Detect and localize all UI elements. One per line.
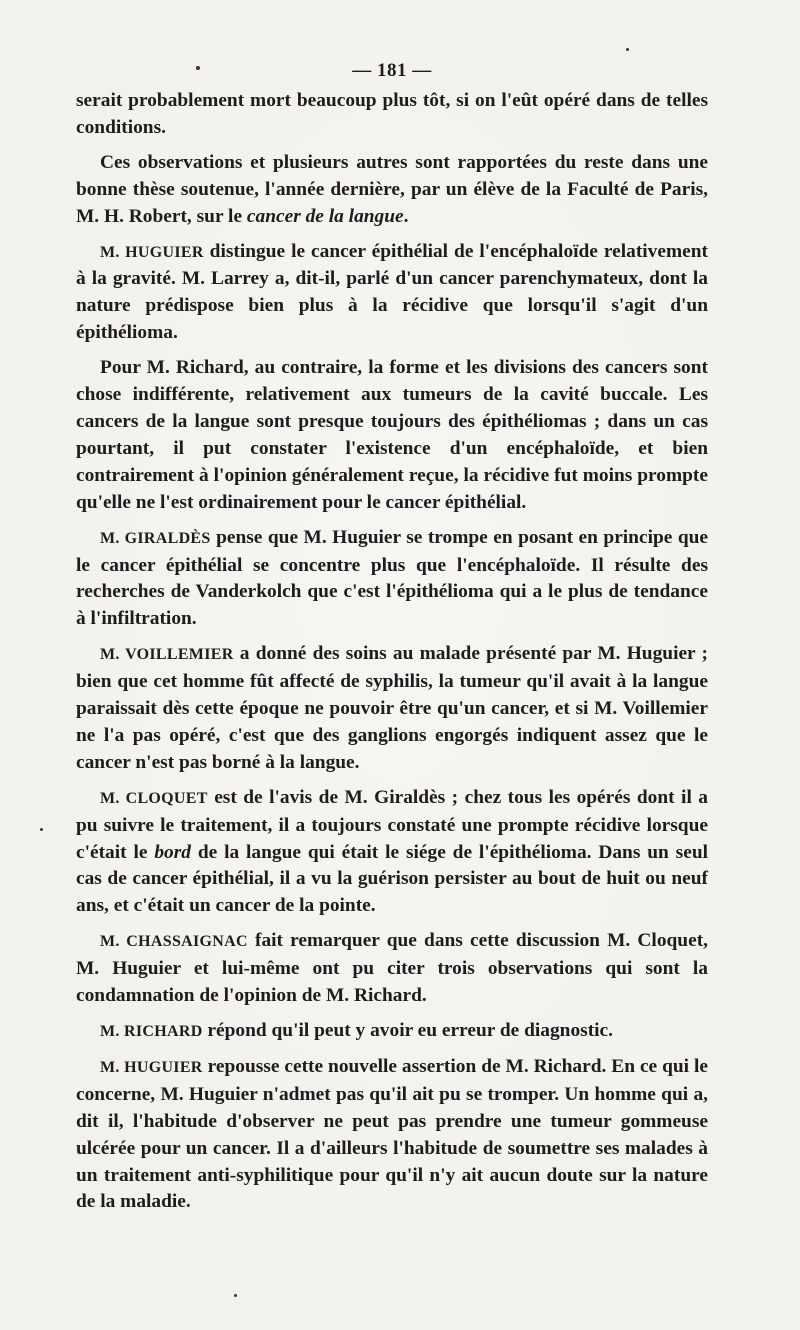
paragraph-emphasis: cancer de la langue [246, 205, 404, 227]
paragraph-text: . [403, 205, 409, 227]
paragraph-text: a donné des soins au malade présenté par M. Huguier ; bien que cet homme fût affecté de syphilis, la tumeur qu'il avait à la langue paraissait dès cette époque ne pouvoir être qu'un cancer, et si M. Voillemier ne l'a pas opéré, c'est que des ganglions engorgés indiquent assez que le cancer n'est pas borné à la langue. [76, 643, 708, 773]
paragraph-continuation [76, 88, 708, 142]
paragraph-text: Ces observations et plusieurs autres sont rapportées du reste dans une bonne thèse soutenue, l'année dernière, par un élève de la Faculté de Paris, M. H. Robert, sur le [76, 151, 708, 227]
paragraph-emphasis: bord [154, 841, 191, 863]
paragraph-text: repousse cette nouvelle assertion de M. Richard. En ce qui le concerne, M. Huguier n'admet pas qu'il ait pu se tromper. Un homme qui a, dit il, l'habitude d'observer ne peut pas prendre une tumeur gommeuse ulcérée pour un cancer. Il a d'ailleurs l'habitude de soumettre ses malades à un traitement anti-syphilitique pour qu'il n'y ait aucun doute sur la nature de la maladie. [76, 1055, 708, 1213]
speaker-name: M. HUGUIER [100, 243, 204, 261]
paragraph-voillemier [76, 641, 708, 777]
paragraph-text: fait remarquer que dans cette discussion M. Cloquet, M. Huguier et lui-même ont pu citer trois observations qui sont la condamnation de l'opinion de M. Richard. [76, 930, 708, 1007]
paragraph-text: Pour M. Richard, au contraire, la forme et les divisions des cancers sont chose indifférente, relativement aux tumeurs de la cavité buccale. Les cancers de la langue sont presque toujours des épithéliomas ; dans un cas pourtant, il put constater l'existence d'un encéphaloïde, et bien contrairement à l'opinion généralement reçue, la récidive fut moins prompte qu'elle ne l'est ordinairement pour le cancer épithélial. [76, 357, 708, 513]
ink-speck [196, 66, 200, 70]
paragraph-huguier-rebuttal [76, 1054, 708, 1216]
speaker-name: M. VOILLEMIER [100, 646, 234, 664]
paragraph-text: pense que M. Huguier se trompe en posant en principe que le cancer épithélial se concentre plus que l'encéphaloïde. Il résulte des recherches de Vanderkolch que c'est l'épithélioma qui a le plus de tendance à l'infiltration. [76, 526, 708, 630]
paragraph-text: est de l'avis de M. Giraldès ; chez tous les opérés dont il a pu suivre le traitement, il a toujours constaté une prompte récidive lorsque c'était le [76, 786, 708, 863]
paragraph-observations [76, 150, 708, 231]
ink-speck [234, 1294, 237, 1297]
paragraph-text: de la langue qui était le siége de l'épithélioma. Dans un seul cas de cancer épithélial, il a vu la guérison persister au bout de huit ou neuf ans, et c'était un cancer de la pointe. [76, 841, 709, 917]
ink-speck [626, 48, 629, 51]
paragraph-giraldes [76, 525, 708, 634]
paragraph-cloquet [76, 785, 708, 921]
speaker-name: M. HUGUIER [100, 1058, 203, 1076]
paragraph-text: répond qu'il peut y avoir eu erreur de diagnostic. [202, 1020, 614, 1041]
paragraph-huguier [76, 239, 708, 348]
paragraph-text: serait probablement mort beaucoup plus tôt, si on l'eût opéré dans de telles conditions. [76, 90, 708, 138]
paragraph-text: distingue le cancer épithélial de l'encéphaloïde relativement à la gravité. M. Larrey a, dit-il, parlé d'un cancer parenchymateux, dont la nature prédispose bien plus à la récidive que lorsqu'il s'agit d'un épithélioma. [76, 240, 708, 344]
speaker-name: M. CLOQUET [100, 789, 208, 807]
page-number: — 181 — [352, 60, 432, 81]
paragraph-richard-reply [76, 1018, 708, 1046]
paragraph-richard-opinion [76, 355, 708, 516]
speaker-name: M. GIRALDÈS [100, 529, 211, 547]
speaker-name: M. CHASSAIGNAC [100, 933, 248, 951]
paragraph-chassaignac [76, 928, 708, 1010]
speaker-name: M. RICHARD [100, 1023, 203, 1040]
ink-speck [40, 828, 43, 831]
